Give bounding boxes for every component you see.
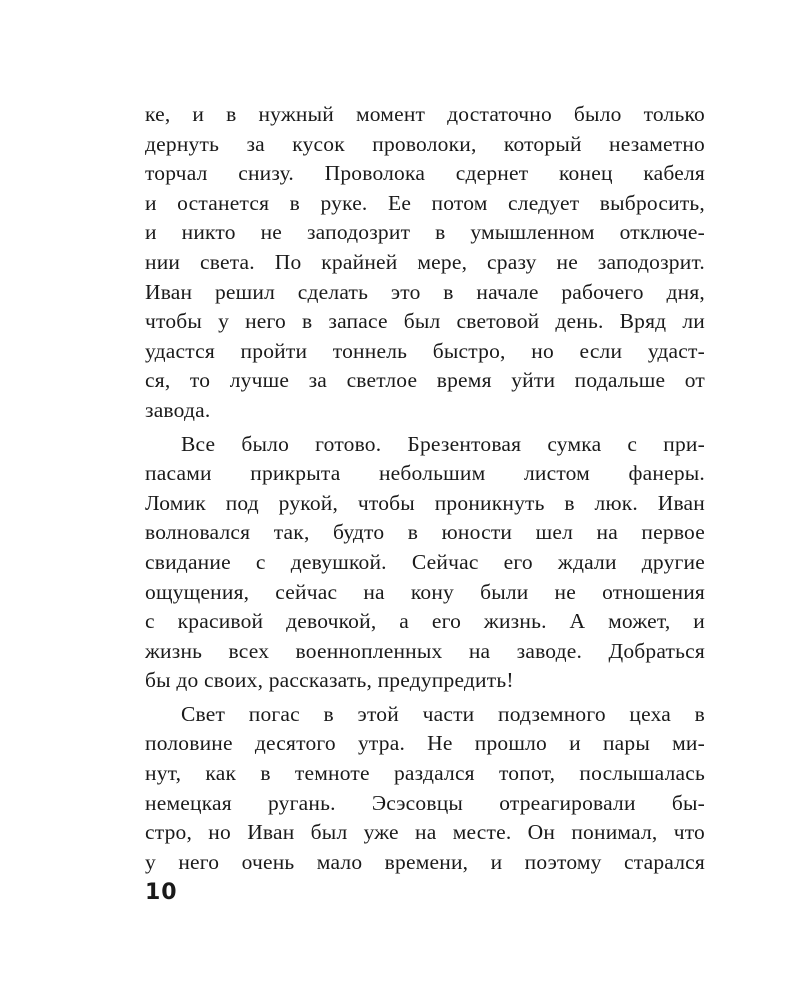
text-line: жизнь всех военнопленных на заводе. Добраться	[145, 638, 705, 663]
text-line: и останется в руке. Ее потом следует выбросить,	[145, 190, 705, 215]
text-line: стро, но Иван был уже на месте. Он понимал, что	[145, 820, 705, 845]
text-line: у него очень мало времени, и поэтому старался	[145, 849, 705, 874]
text-line: бы до своих, рассказать, предупредить!	[145, 668, 514, 693]
text-line: пасами прикрыта небольшим листом фанеры.	[145, 461, 705, 486]
text-line: с красивой девочкой, а его жизнь. А может, и	[145, 609, 705, 634]
paragraph-2	[145, 430, 705, 696]
text-line: торчал снизу. Проволока сдернет конец кабеля	[145, 161, 705, 186]
body-text	[145, 100, 705, 881]
text-line: дернуть за кусок проволоки, который незаметно	[145, 131, 705, 156]
text-line: половине десятого утра. Не прошло и пары ми-	[145, 731, 705, 756]
text-line: нии света. По крайней мере, сразу не заподозрит.	[145, 249, 705, 274]
text-line: ся, то лучше за светлое время уйти подальше от	[145, 368, 705, 393]
text-line: немецкая ругань. Эсэсовцы отреагировали бы-	[145, 790, 705, 815]
text-line: Иван решил сделать это в начале рабочего дня,	[145, 279, 705, 304]
text-line: чтобы у него в запасе был световой день. Вряд ли	[145, 309, 705, 334]
paragraph-3	[145, 700, 705, 878]
text-line: завода.	[145, 397, 211, 422]
text-line: волновался так, будто в юности шел на первое	[145, 520, 705, 545]
text-line: удастся пройти тоннель быстро, но если удаст-	[145, 338, 705, 363]
text-line: и никто не заподозрит в умышленном отключе-	[145, 220, 705, 245]
text-line: ке, и в нужный момент достаточно было только	[145, 102, 705, 126]
text-line: ощущения, сейчас на кону были не отношения	[145, 579, 705, 604]
paragraph-1	[145, 100, 705, 426]
text-line: нут, как в темноте раздался топот, послышалась	[145, 761, 705, 786]
text-line: Свет погас в этой части подземного цеха в	[181, 701, 705, 726]
page-number: 10	[145, 880, 178, 905]
text-line: Все было готово. Брезентовая сумка с при-	[181, 431, 705, 456]
text-line: Ломик под рукой, чтобы проникнуть в люк. Иван	[145, 490, 705, 515]
text-line: свидание с девушкой. Сейчас его ждали другие	[145, 549, 705, 574]
